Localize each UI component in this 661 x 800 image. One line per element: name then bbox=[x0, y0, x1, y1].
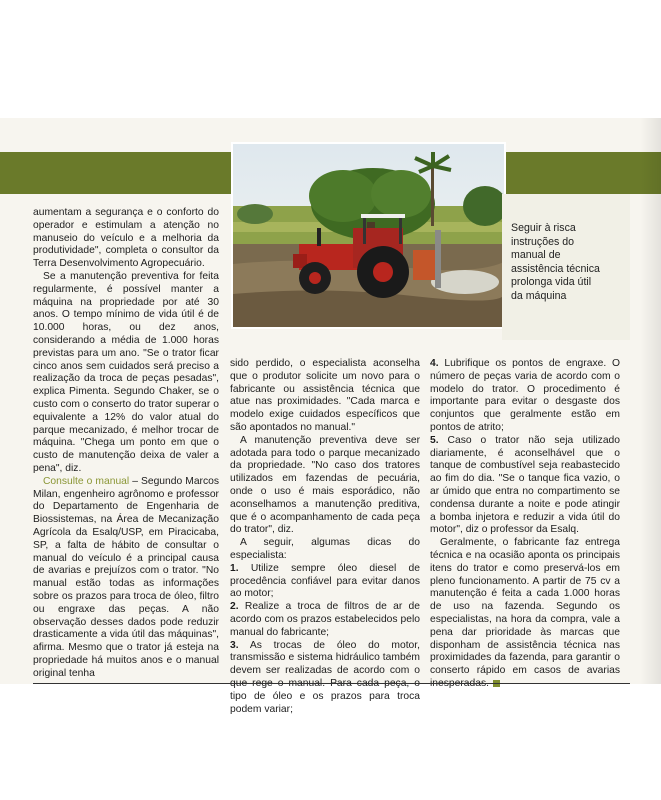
tip-number: 4. bbox=[430, 358, 439, 369]
tractor-photo bbox=[231, 142, 506, 329]
tip-number: 5. bbox=[430, 434, 439, 446]
section-lead-in: Consulte o manual bbox=[43, 475, 130, 487]
paragraph-text: – Segundo Marcos Milan, engenheiro agrônomo e professor do Departamento de Engenharia de Biossistemas, na Área de Mecanização Agrícola da Esalq/USP, em Piracicaba, SP, a falta de hábito de consultar o manual do veículo é a principal causa de avarias e prejuízos com o trator. "No manual estão todas as informações sobre os prazos para troca de óleo, filtro ou engraxe das peças. A não observação desses dados pode reduzir drasticamente a vida útil das máquinas", afirma. Mesmo que o trator já esteja na propriedade há muitos anos e o manual original tenha bbox=[33, 475, 220, 679]
tip-number: 1. bbox=[230, 562, 239, 574]
tip-number: 3. bbox=[230, 639, 239, 651]
tip-text: Realize a troca de filtros de ar de acordo com os prazos estabelecidos pelo manual do fabricante; bbox=[230, 601, 420, 638]
tip-text: Lubrifique os pontos de engraxe. O número de peças varia de acordo com o modelo do trator. O procedimento é importante para evitar o desgaste dos conjuntos que geralmente estão em pontos de atrito; bbox=[430, 358, 620, 433]
tip-4 bbox=[430, 358, 620, 435]
paragraph: A seguir, algumas dicas do especialista: bbox=[230, 537, 420, 561]
photo-caption: Seguir à risca instruções do manual de assistência técnica prolonga vida útil da máquina bbox=[511, 222, 600, 302]
tip-text: As trocas de óleo do motor, transmissão e sistema hidráulico também devem ser realizadas de acordo com o tipo de óleo e os prazos para troca podem variar; bbox=[230, 639, 420, 715]
tip-number: 2. bbox=[230, 601, 239, 613]
paragraph-consulte-o-manual bbox=[33, 476, 219, 681]
paragraph: Se a manutenção preventiva for feita regularmente, é possível manter a máquina na propriedade por até 30 anos. O tempo mínimo de vida útil é de 10.000 horas, ou dez anos, considerando a média de 1.000 horas previstas para um ano. "Se o trator ficar cinco anos sem cuidados será preciso a realização da troca de peças pesadas", explica Pimenta. Segundo Chaker, se o custo com o conserto do trator superar o equivalente a 12% do valor atual do parque mecanizado, é melhor trocar de máquina. "Chega um ponto em que o custo de manutenção deixa de valer a pena", diz. bbox=[33, 270, 219, 474]
paragraph-text: Geralmente, o fabricante faz entrega técnica e na ocasião aponta os principais itens do trator e como preservá-los em pleno funcionamento. A partir de 75 cv a manutenção é feita a cada 1.000 horas de uso na fazenda. Segundo os especialistas, na hora da compra, vale a pena dar prioridade às marcas que disponham de assistência técnica nas proximidades da fazenda, para garantir o conserto rápido em casos de avarias bbox=[430, 537, 620, 677]
tip-text: Utilize sempre óleo diesel de procedência confiável para evitar danos ao motor; bbox=[230, 562, 420, 600]
tip-2 bbox=[230, 601, 420, 639]
column-2 bbox=[230, 358, 420, 716]
paragraph: A manutenção preventiva deve ser adotada para todo o parque mecanizado da propriedade. "No caso dos tratores utilizados em fazendas de pecuária, onde o uso é mais esporádico, não aconselhamos a manutenção preditiva, que é o acompanhamento de cada peça do trator", diz. bbox=[230, 434, 420, 536]
tip-5 bbox=[430, 435, 620, 537]
column-3 bbox=[430, 358, 620, 691]
tip-1 bbox=[230, 563, 420, 601]
paragraph: aumentam a segurança e o conforto do operador e estimulam a atenção no manuseio do veículo e a melhoria da produtividade", completa o consultor da Terra Desenvolvimento Agropecuário. bbox=[33, 207, 219, 270]
page-edge-shadow bbox=[640, 118, 661, 684]
paragraph: sido perdido, o especialista aconselha que o produtor solicite um novo para o fabricante ou assistência técnica que atue nas proximidades. "Cada marca e modelo exige cuidados específicos que são apontados no manual." bbox=[230, 358, 420, 433]
paragraph bbox=[430, 537, 620, 691]
page-bottom-rule bbox=[33, 683, 630, 684]
tip-3 bbox=[230, 640, 420, 717]
tip-text: Caso o trator não seja utilizado diariamente, é aconselhável que o tanque de combustível seja reabastecido ao fim do dia. "Se o tanque fica vazio, o ar úmido que entra no compartimento se condensa durante a noite e pode atingir a bomba injetora e reduzir a vida útil do motor", diz o professor da Esalq. bbox=[430, 434, 620, 536]
column-1 bbox=[33, 207, 219, 680]
